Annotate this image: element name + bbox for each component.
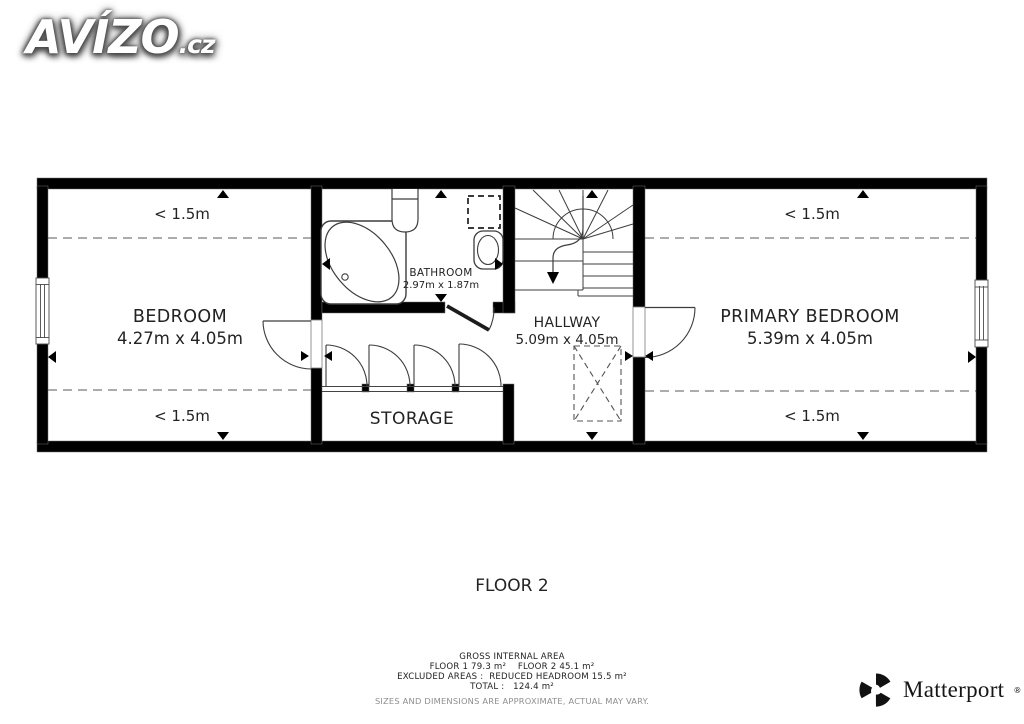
hallway-label: HALLWAY (533, 315, 601, 331)
matterport-trademark: ® (1013, 685, 1022, 695)
disclaimer-line: SIZES AND DIMENSIONS ARE APPROXIMATE, ACTUAL MAY VARY. (374, 696, 650, 706)
primary-bedroom-door-icon (633, 307, 695, 358)
avizo-logo-text: AVÍZO (26, 10, 179, 64)
staircase-icon (515, 190, 633, 296)
matterport-branding (858, 672, 1021, 708)
bedroom-clearance-top-label: < 1.5m (154, 205, 210, 223)
bedroom-clearance-bottom-label: < 1.5m (154, 407, 210, 425)
void-x-box (574, 346, 621, 421)
excluded-areas-line: EXCLUDED AREAS : REDUCED HEADROOM 15.5 m² (397, 672, 627, 682)
bedroom-door-icon (263, 320, 322, 369)
gross-internal-area-title: GROSS INTERNAL AREA (459, 652, 565, 662)
primary-clearance-bottom-label: < 1.5m (784, 407, 840, 425)
floor-title: FLOOR 2 (475, 576, 549, 596)
floor-areas-line: FLOOR 1 79.3 m² FLOOR 2 45.1 m² (429, 662, 595, 672)
window-right-icon (975, 280, 988, 347)
primary-bedroom-label: PRIMARY BEDROOM (720, 307, 900, 327)
matterport-pinwheel-icon (858, 672, 894, 708)
primary-bedroom-dims-label: 5.39m x 4.05m (747, 329, 873, 348)
bathroom-label: BATHROOM (409, 267, 473, 279)
bathroom-dims-label: 2.97m x 1.87m (402, 280, 480, 291)
matterport-wordmark: Matterport (903, 677, 1005, 702)
storage-label: STORAGE (369, 409, 455, 429)
total-area-line: TOTAL : 124.4 m² (470, 682, 554, 692)
bathroom-door-icon (447, 306, 494, 330)
toilet-icon (392, 189, 418, 232)
bedroom-label: BEDROOM (132, 307, 228, 327)
primary-clearance-top-label: < 1.5m (784, 205, 840, 223)
bedroom-dims-label: 4.27m x 4.05m (117, 329, 243, 348)
window-left-icon (36, 278, 49, 344)
hallway-dims-label: 5.09m x 4.05m (515, 332, 619, 348)
avizo-logo-tld: .cz (178, 30, 215, 59)
skylight-dashed-box (468, 196, 500, 228)
